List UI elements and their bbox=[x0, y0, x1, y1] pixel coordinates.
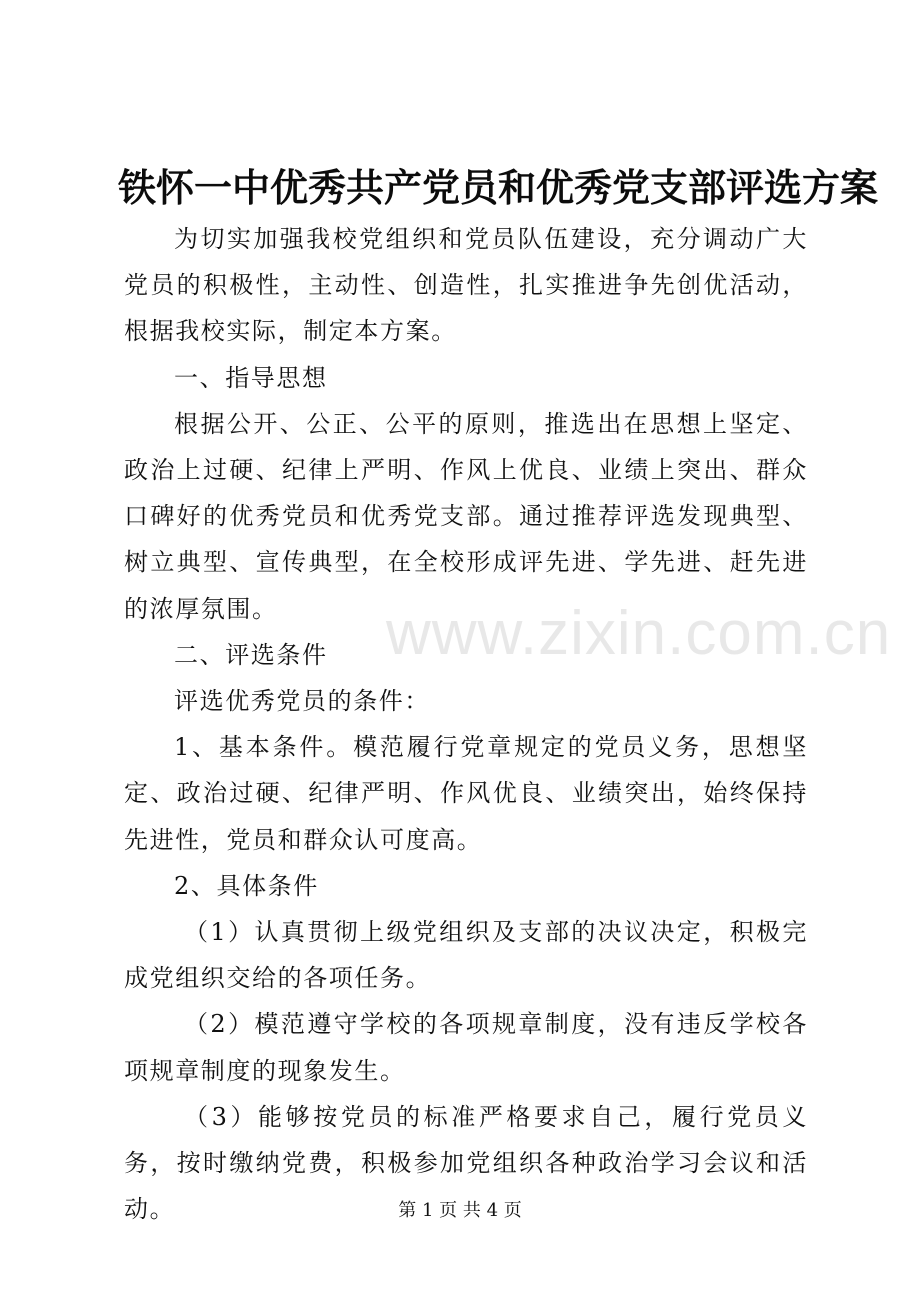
heading-selection-criteria: 二、评选条件 bbox=[174, 640, 328, 669]
heading-guiding-ideology: 一、指导思想 bbox=[174, 363, 328, 392]
page-footer: 第 1 页 共 4 页 bbox=[398, 1200, 522, 1221]
paragraph-condition-1: （1）认真贯彻上级党组织及支部的决议决定，积极完成党组织交给的各项任务。 bbox=[124, 918, 808, 993]
document-title: 铁怀一中优秀共产党员和优秀党支部评选方案 bbox=[118, 165, 879, 210]
watermark: www.zixin.com.cn bbox=[386, 599, 892, 668]
paragraph-condition-2: （2）模范遵守学校的各项规章制度，没有违反学校各项规章制度的现象发生。 bbox=[124, 1010, 808, 1085]
heading-specific-conditions: 2、具体条件 bbox=[174, 871, 319, 900]
paragraph-basic-conditions: 1、基本条件。模范履行党章规定的党员义务，思想坚定、政治过硬、纪律严明、作风优良、业绩突出，始终保持先进性，党员和群众认可度高。 bbox=[124, 733, 808, 854]
paragraph-criteria-intro: 评选优秀党员的条件： bbox=[174, 687, 430, 716]
paragraph-guiding-ideology: 根据公开、公正、公平的原则，推选出在思想上坚定、政治上过硬、纪律上严明、作风上优良、业绩上突出、群众口碑好的优秀党员和优秀党支部。通过推荐评选发现典型、树立典型、宣传典型，在全校形成评先进、学先进、赶先进的浓厚氛围。 bbox=[124, 409, 808, 623]
document-body bbox=[124, 216, 808, 1232]
paragraph-condition-3: （3）能够按党员的标准严格要求自己，履行党员义务，按时缴纳党费，积极参加党组织各种政治学习会议和活动。 bbox=[124, 1102, 808, 1224]
paragraph-intro: 为切实加强我校党组织和党员队伍建设，充分调动广大党员的积极性，主动性、创造性，扎实推进争先创优活动，根据我校实际，制定本方案。 bbox=[124, 225, 808, 346]
